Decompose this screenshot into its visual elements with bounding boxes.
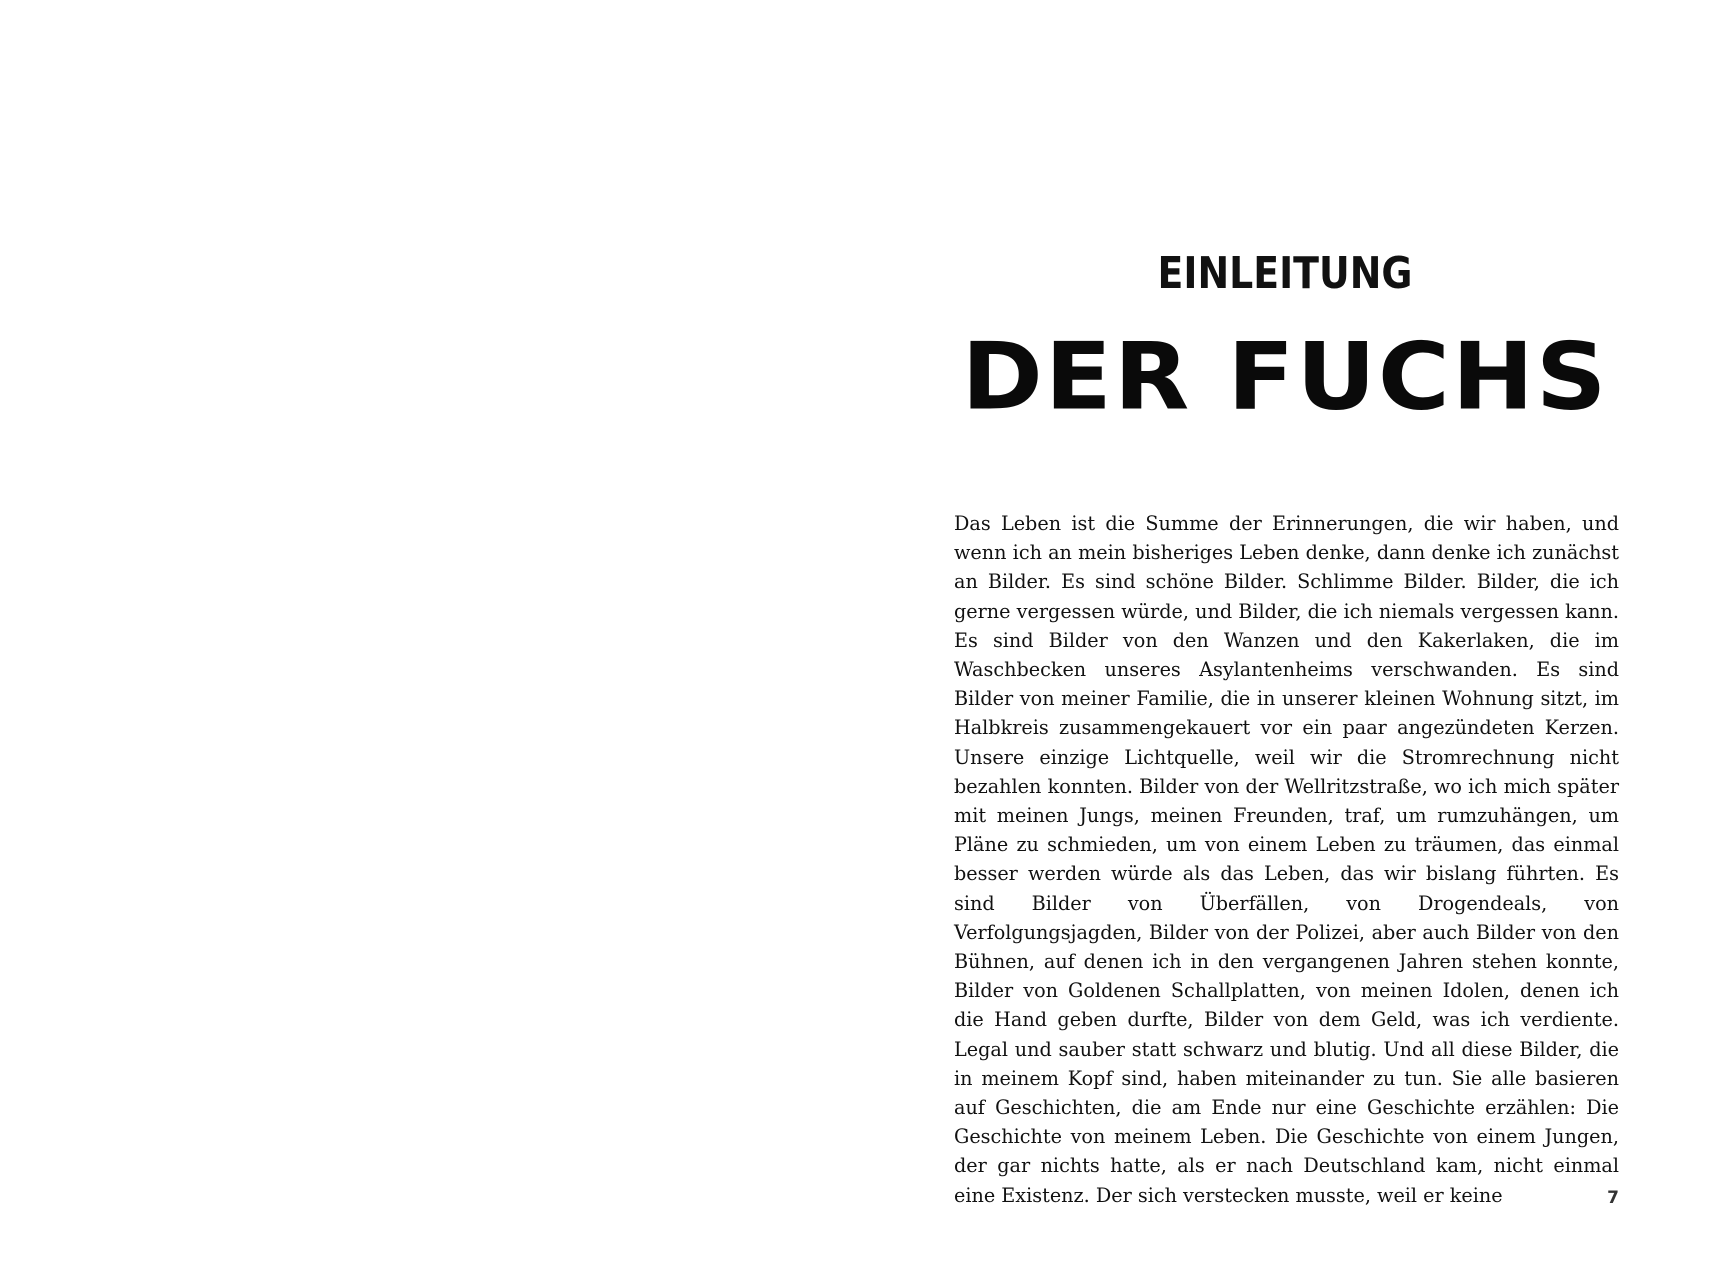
chapter-label: EINLEITUNG bbox=[1157, 248, 1413, 299]
left-page-blank bbox=[0, 0, 856, 1270]
chapter-title: DER FUCHS bbox=[961, 322, 1609, 432]
body-paragraph: Das Leben ist die Summe der Erinnerungen, die wir haben, und wenn ich an mein bisheriges Leben denke, dann denke ich zunächst an Bilder. Es sind schöne Bilder. Schlimme Bilder. Bilder, die ich gerne vergessen würde, und Bilder, die ich niemals vergessen kann. Es sind Bilder von den Wanzen und den Kakerlaken, die im Waschbecken unseres Asylantenheims verschwanden. Es sind Bilder von meiner Familie, die in unserer kleinen Wohnung sitzt, im Halbkreis zusammengekauert vor ein paar angezündeten Kerzen. Unsere einzige Lichtquelle, weil wir die Stromrechnung nicht bezahlen konnten. Bilder von der Wellritzstraße, wo ich mich später mit meinen Jungs, meinen Freunden, traf, um rumzuhängen, um Pläne zu schmieden, um von einem Leben zu träumen, das einmal besser werden würde als das Leben, das wir bislang führten. Es sind Bilder von Überfällen, von Drogendeals, von Verfolgungsjagden, Bilder von der Polizei, aber auch Bilder von den Bühnen, auf denen ich in den vergangenen Jahren stehen konnte, Bilder von Goldenen Schallplatten, von meinen Idolen, denen ich die Hand geben durfte, Bilder von dem Geld, was ich verdiente. Legal und sauber statt schwarz und blutig. Und all diese Bilder, die in meinem Kopf sind, haben miteinander zu tun. Sie alle basieren auf Geschichten, die am Ende nur eine Geschichte erzählen: Die Geschichte von meinem Leben. Die Geschichte von einem Jungen, der gar nichts hatte, als er nach Deutschland kam, nicht einmal eine Existenz. Der sich verstecken musste, weil er keine bbox=[954, 512, 1619, 1207]
page-number: 7 bbox=[1607, 1188, 1619, 1208]
